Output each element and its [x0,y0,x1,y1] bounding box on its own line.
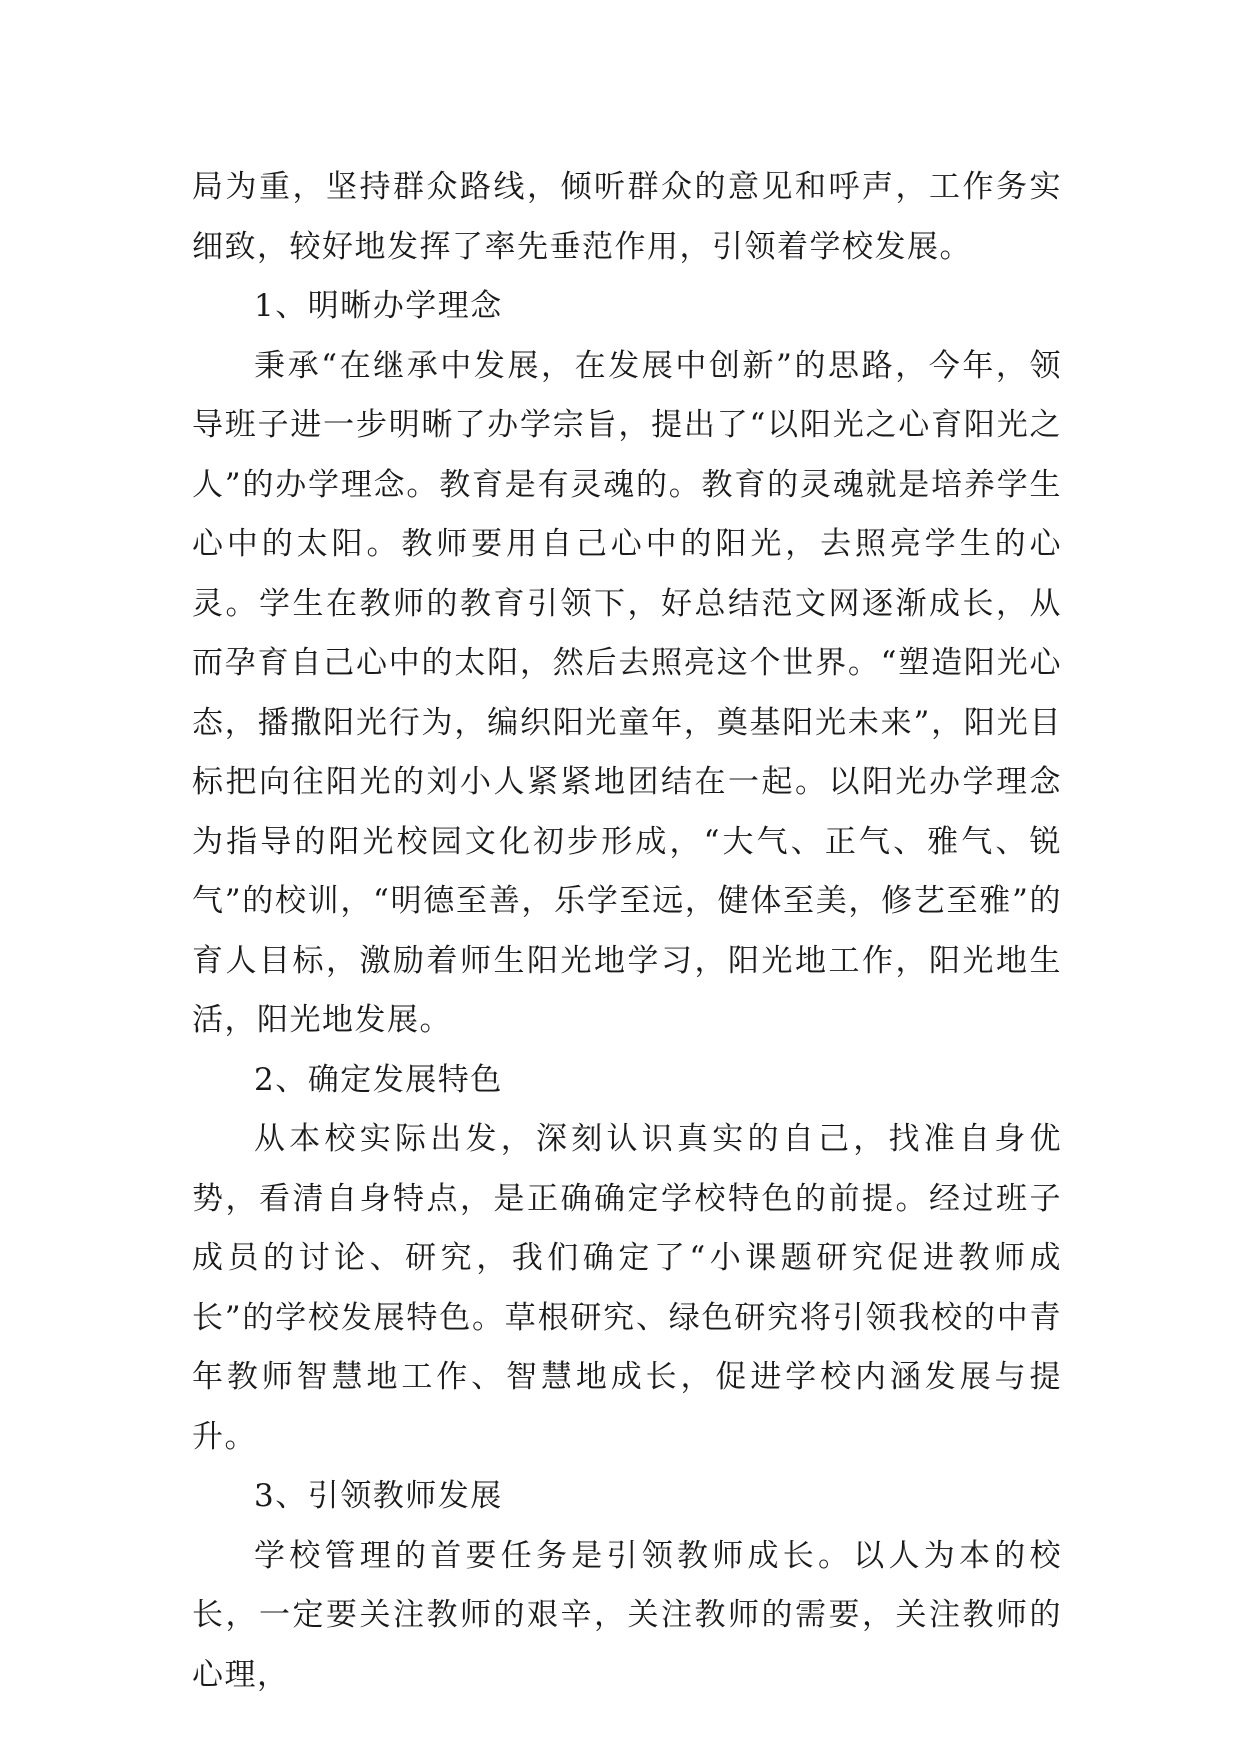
section-heading-1: 1、明晰办学理念 [254,288,503,324]
document-body [192,158,1062,1705]
paragraph-continuation: 局为重，坚持群众路线，倾听群众的意见和呼声，工作务实细致，较好地发挥了率先垂范作用，引领着学校发展。 [192,169,1062,265]
paragraph-2: 从本校实际出发，深刻认识真实的自己，找准自身优势，看清自身特点，是正确确定学校特色的前提。经过班子成员的讨论、研究，我们确定了“小课题研究促进教师成长”的学校发展特色。草根研究、绿色研究将引领我校的中青年教师智慧地工作、智慧地成长，促进学校内涵发展与提升。 [192,1121,1062,1455]
paragraph-3: 学校管理的首要任务是引领教师成长。以人为本的校长，一定要关注教师的艰辛，关注教师的需要，关注教师的心理， [192,1537,1062,1693]
section-heading-3: 3、引领教师发展 [254,1478,503,1514]
section-heading-2: 2、确定发展特色 [254,1061,503,1098]
paragraph-1: 秉承“在继承中发展，在发展中创新”的思路，今年，领导班子进一步明晰了办学宗旨，提出了“以阳光之心育阳光之人”的办学理念。教育是有灵魂的。教育的灵魂就是培养学生心中的太阳。教师要用自己心中的阳光，去照亮学生的心灵。学生在教师的教育引领下，好总结范文网逐渐成长，从而孕育自己心中的太阳，然后去照亮这个世界。“塑造阳光心态，播撒阳光行为，编织阳光童年，奠基阳光未来”，阳光目标把向往阳光的刘小人紧紧地团结在一起。以阳光办学理念为指导的阳光校园文化初步形成，“大气、正气、雅气、锐气”的校训，“明德至善，乐学至远，健体至美，修艺至雅”的育人目标，激励着师生阳光地学习，阳光地工作，阳光地生活，阳光地发展。 [192,347,1062,1038]
